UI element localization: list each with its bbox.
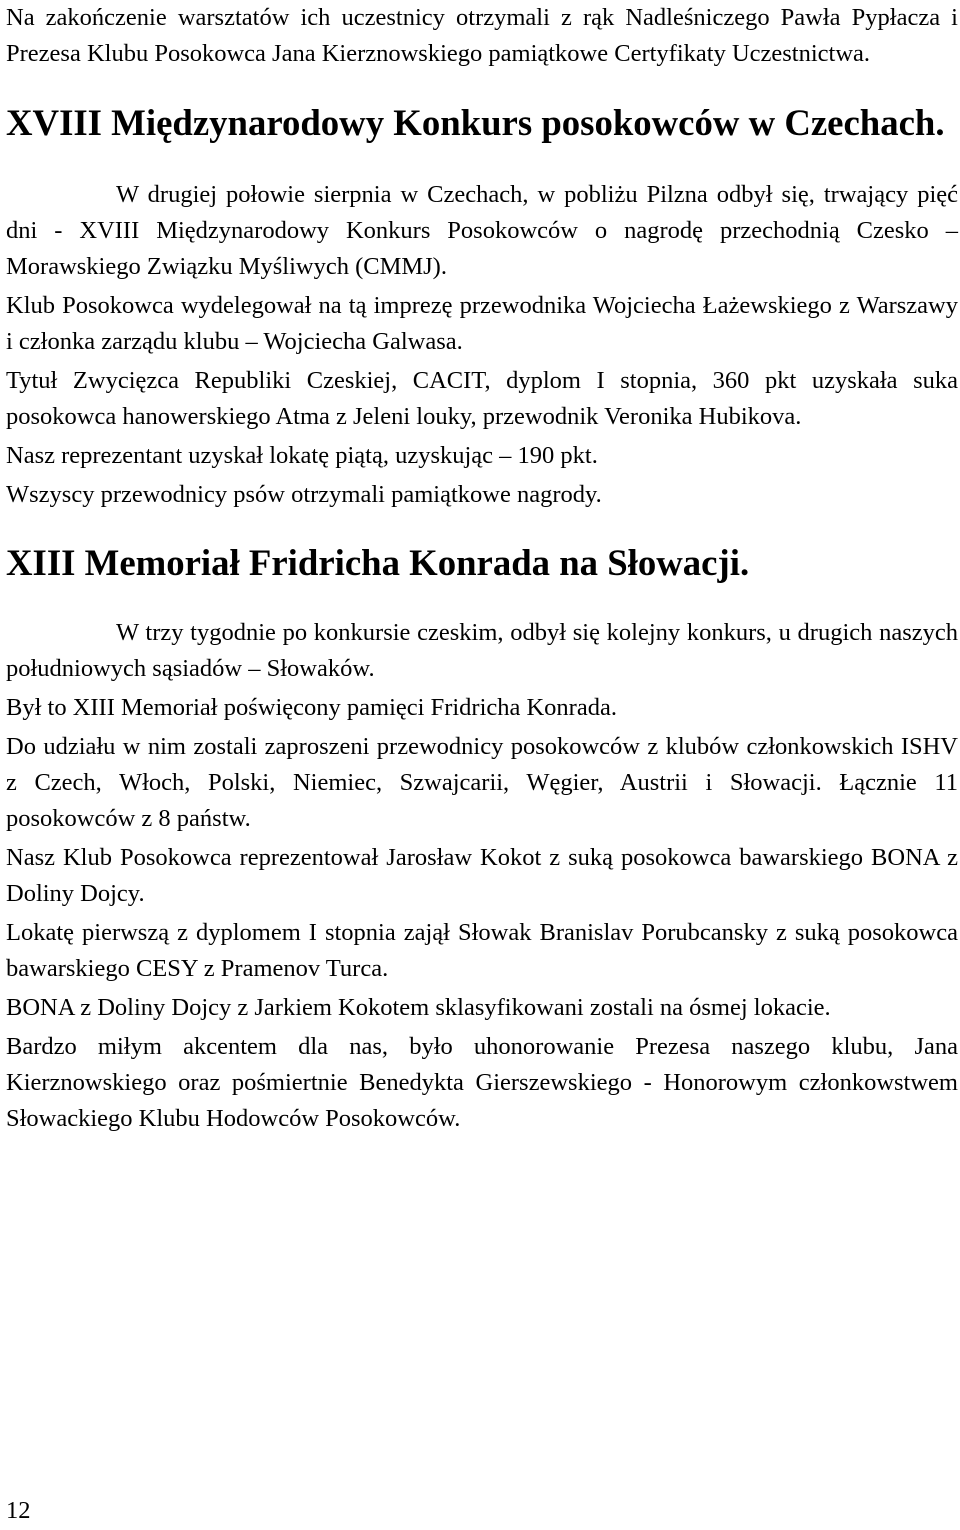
intro-paragraph: Na zakończenie warsztatów ich uczestnicy otrzymali z rąk Nadleśniczego Pawła Pypłacza i Prezesa Klubu Posokowca Jana Kierznowskiego pamiątkowe Certyfikaty Uczestnictwa. xyxy=(6,4,958,67)
paragraph: Był to XIII Memoriał poświęcony pamięci Fridricha Konrada. xyxy=(6,694,617,721)
paragraph: BONA z Doliny Dojcy z Jarkiem Kokotem sklasyfikowani zostali na ósmej lokacie. xyxy=(6,994,831,1021)
paragraph: W drugiej połowie sierpnia w Czechach, w pobliżu Pilzna odbył się, trwający pięć dni - XVIII Międzynarodowy Konkurs Posokowców o nagrodę przechodnią Czesko – Morawskiego Związku Myśliwych (CMMJ). xyxy=(6,181,958,280)
section-heading-slovak-memorial: XIII Memoriał Fridricha Konrada na Słowacji. xyxy=(6,542,750,583)
section-heading-czech-contest: XVIII Międzynarodowy Konkurs posokowców w Czechach. xyxy=(6,102,945,143)
paragraph: Klub Posokowca wydelegował na tą imprezę przewodnika Wojciecha Łażewskiego z Warszawy i członka zarządu klubu – Wojciecha Galwasa. xyxy=(6,292,958,355)
paragraph: W trzy tygodnie po konkursie czeskim, odbył się kolejny konkurs, u drugich naszych południowych sąsiadów – Słowaków. xyxy=(6,619,958,682)
paragraph: Tytuł Zwycięzca Republiki Czeskiej, CACIT, dyplom I stopnia, 360 pkt uzyskała suka posokowca hanowerskiego Atma z Jeleni louky, przewodnik Veronika Hubikova. xyxy=(6,367,958,430)
paragraph: Do udziału w nim zostali zaproszeni przewodnicy posokowców z klubów członkowskich ISHV z Czech, Włoch, Polski, Niemiec, Szwajcarii, Węgier, Austrii i Słowacji. Łącznie 11 posokowców z 8 państw. xyxy=(6,733,958,832)
paragraph: Nasz reprezentant uzyskał lokatę piątą, uzyskując – 190 pkt. xyxy=(6,442,598,469)
document-page xyxy=(6,0,958,1137)
paragraph: Bardzo miłym akcentem dla nas, było uhonorowanie Prezesa naszego klubu, Jana Kierznowskiego oraz pośmiertnie Benedykta Gierszewskiego - Honorowym członkowstwem Słowackiego Klubu Hodowców Posokowców. xyxy=(6,1033,958,1132)
paragraph: Lokatę pierwszą z dyplomem I stopnia zajął Słowak Branislav Porubcansky z suką posokowca bawarskiego CESY z Pramenov Turca. xyxy=(6,919,958,982)
page-number: 12 xyxy=(6,1497,31,1524)
paragraph: Nasz Klub Posokowca reprezentował Jarosław Kokot z suką posokowca bawarskiego BONA z Doliny Dojcy. xyxy=(6,844,958,907)
paragraph: Wszyscy przewodnicy psów otrzymali pamiątkowe nagrody. xyxy=(6,481,602,508)
